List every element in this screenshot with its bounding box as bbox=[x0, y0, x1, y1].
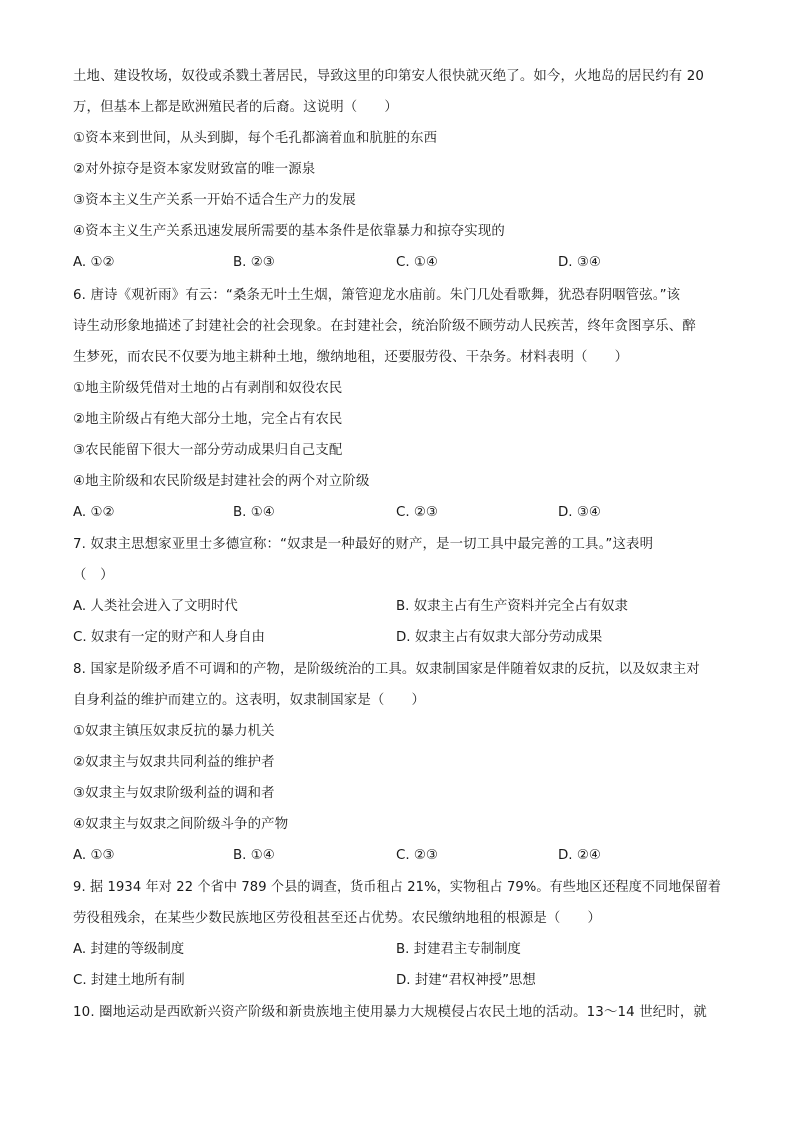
q6-stem-line-2: 诗生动形象地描述了封建社会的社会现象。在封建社会，统治阶级不顾劳动人民疾苦，终年贪图享乐、醉 bbox=[73, 319, 696, 334]
q6-statement-2: ②地主阶级占有绝大部分土地，完全占有农民 bbox=[73, 412, 343, 427]
q8-option-d: D. ②④ bbox=[558, 848, 601, 863]
q8-statement-4: ④奴隶主与奴隶之间阶级斗争的产物 bbox=[73, 817, 289, 832]
q5-stem-line-2: 万，但基本上都是欧洲殖民者的后裔。这说明（ ） bbox=[73, 100, 398, 115]
q6-statement-1: ①地主阶级凭借对土地的占有剥削和奴役农民 bbox=[73, 381, 343, 396]
q5-statement-4: ④资本主义生产关系迅速发展所需要的基本条件是依靠暴力和掠夺实现的 bbox=[73, 224, 505, 239]
q5-statement-1: ①资本来到世间，从头到脚，每个毛孔都滴着血和肮脏的东西 bbox=[73, 131, 438, 146]
q8-option-b: B. ①④ bbox=[233, 848, 275, 863]
q7-option-c: C. 奴隶有一定的财产和人身自由 bbox=[73, 630, 265, 645]
q7-option-b: B. 奴隶主占有生产资料并完全占有奴隶 bbox=[396, 599, 628, 614]
q5-option-d: D. ③④ bbox=[558, 255, 601, 270]
q5-option-a: A. ①② bbox=[73, 255, 115, 270]
q5-option-c: C. ①④ bbox=[396, 255, 438, 270]
q9-option-b: B. 封建君主专制制度 bbox=[396, 942, 521, 957]
q8-stem-line-2: 自身利益的维护而建立的。这表明，奴隶制国家是（ ） bbox=[73, 693, 426, 708]
q6-option-d: D. ③④ bbox=[558, 505, 601, 520]
q7-stem-line-2: （ ） bbox=[73, 568, 114, 583]
q8-option-c: C. ②③ bbox=[396, 848, 438, 863]
q5-statement-3: ③资本主义生产关系一开始不适合生产力的发展 bbox=[73, 193, 356, 208]
q9-option-c: C. 封建土地所有制 bbox=[73, 973, 185, 988]
q5-stem-line-1: 土地、建设牧场，奴役或杀戮土著居民，导致这里的印第安人很快就灭绝了。如今，火地岛的居民约有 20 bbox=[73, 69, 705, 84]
q10-stem-line-1: 10. 圈地运动是西欧新兴资产阶级和新贵族地主使用暴力大规模侵占农民土地的活动。13～14 世纪时，就 bbox=[73, 1005, 707, 1020]
q9-stem-line-1: 9. 据 1934 年对 22 个省中 789 个县的调查，货币租占 21%，实物租占 79%。有些地区还程度不同地保留着 bbox=[73, 880, 722, 895]
q6-option-b: B. ①④ bbox=[233, 505, 275, 520]
q6-option-c: C. ②③ bbox=[396, 505, 438, 520]
q9-option-a: A. 封建的等级制度 bbox=[73, 942, 185, 957]
q9-option-d: D. 封建“君权神授”思想 bbox=[396, 973, 536, 988]
q6-statement-3: ③农民能留下很大一部分劳动成果归自己支配 bbox=[73, 443, 343, 458]
q6-stem-line-3: 生梦死，而农民不仅要为地主耕种土地，缴纳地租，还要服劳役、干杂务。材料表明（ ） bbox=[73, 350, 629, 365]
q8-statement-2: ②奴隶主与奴隶共同利益的维护者 bbox=[73, 755, 275, 770]
q8-option-a: A. ①③ bbox=[73, 848, 115, 863]
q7-option-a: A. 人类社会进入了文明时代 bbox=[73, 599, 238, 614]
q8-statement-1: ①奴隶主镇压奴隶反抗的暴力机关 bbox=[73, 724, 275, 739]
q6-stem-line-1: 6. 唐诗《观祈雨》有云：“桑条无叶土生烟，箫管迎龙水庙前。朱门几处看歌舞，犹恐春阴咽管弦。”该 bbox=[73, 288, 681, 303]
q6-option-a: A. ①② bbox=[73, 505, 115, 520]
q8-statement-3: ③奴隶主与奴隶阶级利益的调和者 bbox=[73, 786, 275, 801]
q7-stem-line-1: 7. 奴隶主思想家亚里士多德宣称：“奴隶是一种最好的财产，是一切工具中最完善的工具。”这表明 bbox=[73, 537, 654, 552]
q5-option-b: B. ②③ bbox=[233, 255, 275, 270]
q6-statement-4: ④地主阶级和农民阶级是封建社会的两个对立阶级 bbox=[73, 474, 370, 489]
q8-stem-line-1: 8. 国家是阶级矛盾不可调和的产物，是阶级统治的工具。奴隶制国家是伴随着奴隶的反抗，以及奴隶主对 bbox=[73, 662, 700, 677]
q5-statement-2: ②对外掠夺是资本家发财致富的唯一源泉 bbox=[73, 162, 316, 177]
q7-option-d: D. 奴隶主占有奴隶大部分劳动成果 bbox=[396, 630, 603, 645]
q9-stem-line-2: 劳役租残余，在某些少数民族地区劳役租甚至还占优势。农民缴纳地租的根源是（ ） bbox=[73, 911, 602, 926]
